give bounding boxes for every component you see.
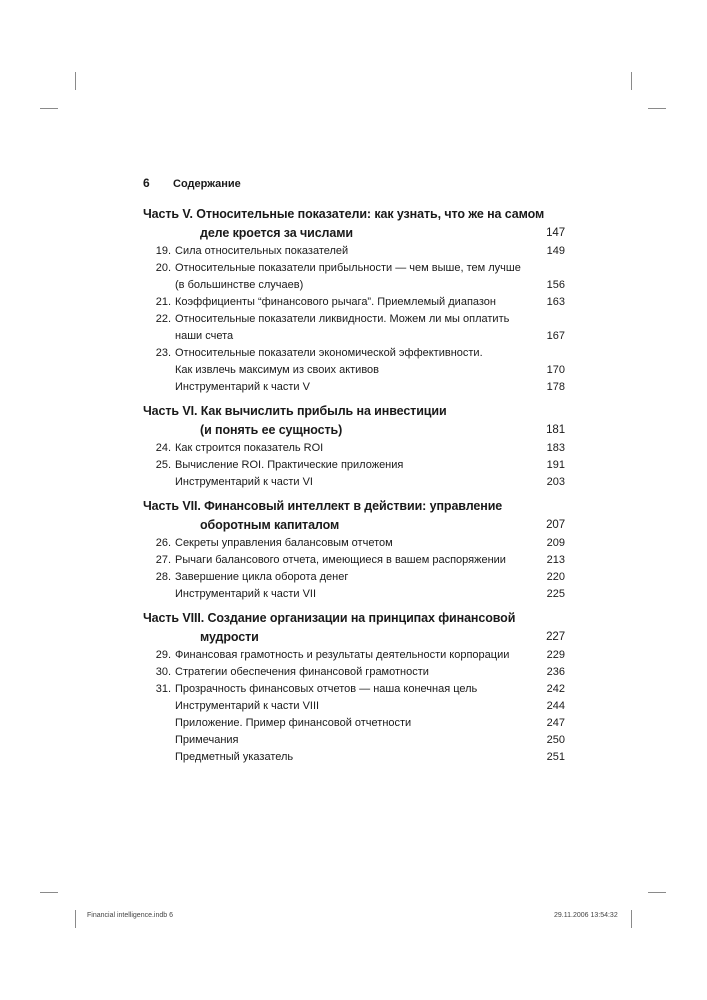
- toc-entry-number: 21.: [155, 296, 171, 308]
- toc-part-title-text: (и понять ее сущность): [200, 423, 343, 437]
- toc-entry-title: Предметный указатель: [175, 751, 294, 763]
- toc-page-number: 213: [546, 554, 565, 566]
- toc-page-number: 225: [546, 588, 565, 600]
- toc-entry-title: Стратегии обеспечения финансовой грамотности: [175, 666, 429, 678]
- toc-entry-title: Как строится показатель ROI: [175, 442, 324, 454]
- toc-entry-number: 19.: [155, 245, 171, 257]
- toc-entry: [143, 698, 565, 715]
- toc-page-number: 244: [546, 700, 565, 712]
- toc-page-number: 247: [546, 717, 565, 729]
- running-head: [143, 176, 241, 190]
- toc-entry-number: [143, 586, 171, 603]
- toc-entry-number: 24.: [155, 442, 171, 454]
- crop-mark: [75, 910, 76, 928]
- toc-page-number: 183: [546, 442, 565, 454]
- toc-entry-title: наши счета: [175, 330, 234, 342]
- toc-entry-title: Вычисление ROI. Практические приложения: [175, 459, 404, 471]
- toc-entry: [143, 749, 565, 766]
- toc-page-number: 229: [546, 649, 565, 661]
- toc-entry: [143, 474, 565, 491]
- toc-part-title-line: [143, 205, 565, 224]
- toc-entry: [143, 715, 565, 732]
- toc-page-number: 203: [546, 476, 565, 488]
- toc-entry-title: Приложение. Пример финансовой отчетности: [175, 717, 412, 729]
- crop-mark: [648, 108, 666, 109]
- crop-mark: [40, 892, 58, 893]
- toc-part-title-line: [143, 628, 565, 647]
- toc-part-title-line: [143, 609, 565, 628]
- page-number: 6: [143, 176, 150, 190]
- toc-entry-number: [143, 732, 171, 749]
- toc-entry-number: [143, 379, 171, 396]
- toc-entry-title: Относительные показатели экономической эффективности.: [175, 347, 483, 359]
- toc-entry-title: Сила относительных показателей: [175, 245, 349, 257]
- toc-entry: [143, 379, 565, 396]
- toc-entry-title: Секреты управления балансовым отчетом: [175, 537, 393, 549]
- toc-entry: [143, 681, 565, 698]
- crop-mark: [648, 892, 666, 893]
- toc-part-title-line: [143, 224, 565, 243]
- toc-page-number: 167: [546, 330, 565, 342]
- toc-entry-number: 29.: [155, 649, 171, 661]
- running-head-title: Содержание: [173, 178, 241, 190]
- toc-page-number: 236: [546, 666, 565, 678]
- toc-page-number: 156: [546, 279, 565, 291]
- toc-entry: [143, 294, 565, 311]
- toc-entry-title: Завершение цикла оборота денег: [175, 571, 349, 583]
- toc-page-number: 207: [546, 519, 565, 531]
- toc-part-title-text: Часть VII. Финансовый интеллект в действии: управление: [143, 499, 503, 513]
- toc-entry-number: 25.: [155, 459, 171, 471]
- toc-entry: [143, 732, 565, 749]
- toc-entry-number: 30.: [155, 666, 171, 678]
- toc-entry-number: [143, 698, 171, 715]
- footer-timestamp: 29.11.2006 13:54:32: [554, 912, 618, 919]
- toc-entry: [143, 647, 565, 664]
- toc-entry: [143, 243, 565, 260]
- toc-page-number: 191: [546, 459, 565, 471]
- toc-part-title-text: деле кроется за числами: [200, 226, 353, 240]
- toc-page-number: 227: [546, 631, 565, 643]
- crop-mark: [631, 910, 632, 928]
- toc-entry: [143, 569, 565, 586]
- toc-entry-title: Как извлечь максимум из своих активов: [175, 364, 380, 376]
- toc-entry: [143, 260, 565, 294]
- toc-entry-number: 22.: [155, 313, 171, 325]
- toc-page-number: 209: [546, 537, 565, 549]
- toc-page-number: 242: [546, 683, 565, 695]
- toc-part-title-text: Часть VI. Как вычислить прибыль на инвестиции: [143, 404, 447, 418]
- toc-entry-title: Прозрачность финансовых отчетов — наша конечная цель: [175, 683, 478, 695]
- toc-part-title-text: Часть V. Относительные показатели: как узнать, что же на самом: [143, 207, 545, 221]
- toc-entry-title: Инструментарий к части VIII: [175, 700, 320, 712]
- toc-page-number: 170: [546, 364, 565, 376]
- toc-entry-number: [143, 474, 171, 491]
- toc-part: [143, 402, 565, 491]
- toc-entry-title: Рычаги балансового отчета, имеющиеся в вашем распоряжении: [175, 554, 506, 566]
- toc-entry-number: 31.: [155, 683, 171, 695]
- toc-entry-number: [143, 749, 171, 766]
- toc-part-title-text: мудрости: [200, 630, 259, 644]
- toc-part: [143, 205, 565, 396]
- toc-entry-title: (в большинстве случаев): [175, 279, 304, 291]
- toc-part: [143, 609, 565, 766]
- crop-mark: [40, 108, 58, 109]
- toc-entry: [143, 440, 565, 457]
- toc-entry-title: Инструментарий к части VI: [175, 476, 313, 488]
- toc-page-number: 251: [546, 751, 565, 763]
- toc-part-title-text: оборотным капиталом: [200, 518, 340, 532]
- toc-page-number: 181: [546, 424, 565, 436]
- toc-entry-title: Коэффициенты “финансового рычага”. Приемлемый диапазон: [175, 296, 497, 308]
- toc-part-title-line: [143, 516, 565, 535]
- toc-entry-number: 23.: [155, 347, 171, 359]
- toc-page-number: 163: [546, 296, 565, 308]
- toc-entry: [143, 311, 565, 345]
- toc-page-number: 220: [546, 571, 565, 583]
- toc-part-title-line: [143, 402, 565, 421]
- toc-page-number: 147: [546, 227, 565, 239]
- footer-file-info: Financial intelligence.indb 6: [87, 912, 173, 919]
- toc-entry-number: [143, 715, 171, 732]
- crop-mark: [631, 72, 632, 90]
- toc-entry-title: Финансовая грамотность и результаты деятельности корпорации: [175, 649, 510, 661]
- toc-entry-title: Инструментарий к части V: [175, 381, 310, 393]
- toc-part-title-line: [143, 497, 565, 516]
- crop-mark: [75, 72, 76, 90]
- toc-page-number: 149: [546, 245, 565, 257]
- toc-entry-number: 28.: [155, 571, 171, 583]
- toc-entry: [143, 552, 565, 569]
- table-of-contents: [143, 205, 565, 770]
- toc-entry-number: 26.: [155, 537, 171, 549]
- toc-entry-number: 20.: [155, 262, 171, 274]
- toc-entry-title: Инструментарий к части VII: [175, 588, 317, 600]
- toc-entry: [143, 586, 565, 603]
- toc-entry-number: 27.: [155, 554, 171, 566]
- toc-entry: [143, 457, 565, 474]
- toc-part-title-text: Часть VIII. Создание организации на принципах финансовой: [143, 611, 516, 625]
- toc-entry: [143, 535, 565, 552]
- toc-entry-title: Примечания: [175, 734, 239, 746]
- toc-page-number: 178: [546, 381, 565, 393]
- toc-entry-title: Относительные показатели прибыльности — чем выше, тем лучше: [175, 262, 521, 274]
- toc-part-title-line: [143, 421, 565, 440]
- toc-entry-title: Относительные показатели ликвидности. Можем ли мы оплатить: [175, 313, 510, 325]
- toc-page-number: 250: [546, 734, 565, 746]
- toc-part: [143, 497, 565, 603]
- toc-entry: [143, 345, 565, 379]
- toc-entry: [143, 664, 565, 681]
